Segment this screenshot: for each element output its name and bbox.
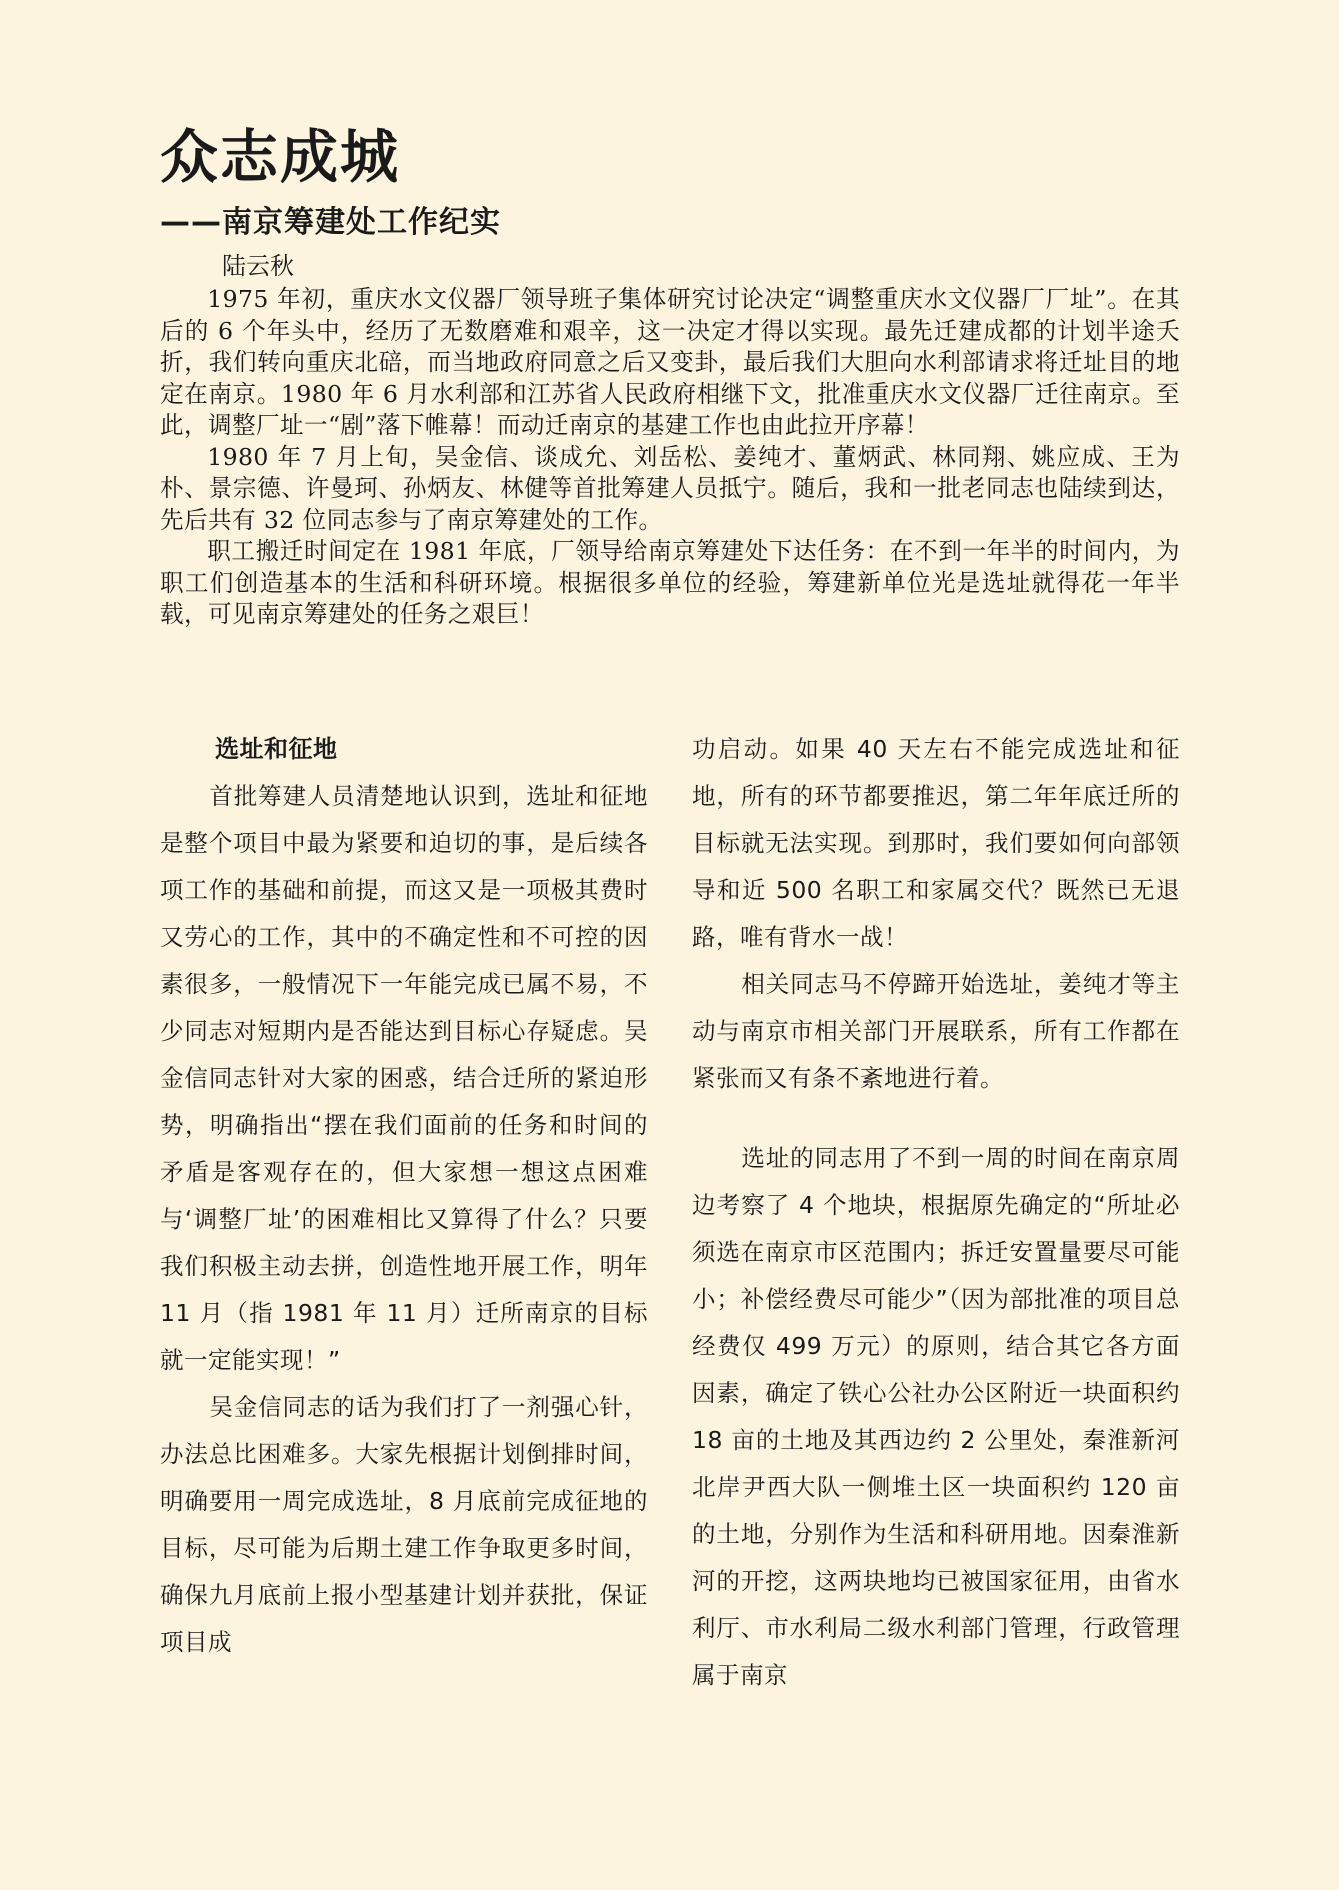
body-paragraph: 选址的同志用了不到一周的时间在南京周边考察了 4 个地块，根据原先确定的“所址必须选在南京市区范围内；拆迁安置量要尽可能小；补偿经费尽可能少”（因为部批准的项目总经费仅 499 万元）的原则，结合其它各方面因素，确定了铁心公社办公区附近一块面积约 18 亩的土地及其西边约 2 公里处，秦淮新河北岸尹西大队一侧堆土区一块面积约 120 亩的土地，分别作为生活和科研用地。因秦淮新河的开挖，这两块地均已被国家征用，由省水利厅、市水利局二级水利部门管理，行政管理属于南京 (692, 1144, 1180, 1689)
body-paragraph: 相关同志马不停蹄开始选址，姜纯才等主动与南京市相关部门开展联系，所有工作都在紧张而又有条不紊地进行着。 (692, 970, 1180, 1092)
left-column (160, 726, 648, 1666)
body-paragraph: 吴金信同志的话为我们打了一剂强心针，办法总比困难多。大家先根据计划倒排时间，明确要用一周完成选址，8 月底前完成征地的目标，尽可能为后期土建工作争取更多时间，确保九月底前上报小型基建计划并获批，保证项目成 (160, 1393, 648, 1656)
article-intro (160, 284, 1180, 631)
intro-paragraph: 职工搬迁时间定在 1981 年底，厂领导给南京筹建处下达任务：在不到一年半的时间内，为职工们创造基本的生活和科研环境。根据很多单位的经验，筹建新单位光是选址就得花一年半载，可见南京筹建处的任务之艰巨！ (160, 537, 1180, 628)
body-paragraph: 功启动。如果 40 天左右不能完成选址和征地，所有的环节都要推迟，第二年年底迁所的目标就无法实现。到那时，我们要如何向部领导和近 500 名职工和家属交代？既然已无退路，唯有背水一战！ (692, 735, 1180, 951)
section-heading: 选址和征地 (215, 735, 338, 763)
body-paragraph: 首批筹建人员清楚地认识到，选址和征地是整个项目中最为紧要和迫切的事，是后续各项工作的基础和前提，而这又是一项极其费时又劳心的工作，其中的不确定性和不可控的因素很多，一般情况下一年能完成已属不易，不少同志对短期内是否能达到目标心存疑虑。吴金信同志针对大家的困惑，结合迁所的紧迫形势，明确指出“摆在我们面前的任务和时间的矛盾是客观存在的，但大家想一想这点困难与‘调整厂址’的困难相比又算得了什么？只要我们积极主动去拼，创造性地开展工作，明年 11 月（指 1981 年 11 月）迁所南京的目标就一定能实现！” (160, 782, 648, 1374)
right-column (692, 726, 1180, 1699)
article-author: 陆云秋 (222, 252, 294, 280)
intro-paragraph: 1980 年 7 月上旬，吴金信、谈成允、刘岳松、姜纯才、董炳武、林同翔、姚应成、王为朴、景宗德、许曼珂、孙炳友、林健等首批筹建人员抵宁。随后，我和一批老同志也陆续到达，先后共有 32 位同志参与了南京筹建处的工作。 (160, 442, 1180, 534)
intro-paragraph: 1975 年初，重庆水文仪器厂领导班子集体研究讨论决定“调整重庆水文仪器厂厂址”。在其后的 6 个年头中，经历了无数磨难和艰辛，这一决定才得以实现。最先迁建成都的计划半途夭折，我们转向重庆北碚，而当地政府同意之后又变卦，最后我们大胆向水利部请求将迁址目的地定在南京。1980 年 6 月水利部和江苏省人民政府相继下文，批准重庆水文仪器厂迁往南京。至此，调整厂址一“剧”落下帷幕！而动迁南京的基建工作也由此拉开序幕！ (160, 285, 1180, 439)
article-title: 众志成城 (160, 123, 401, 191)
article-subtitle: ——南京筹建处工作纪实 (160, 205, 501, 240)
